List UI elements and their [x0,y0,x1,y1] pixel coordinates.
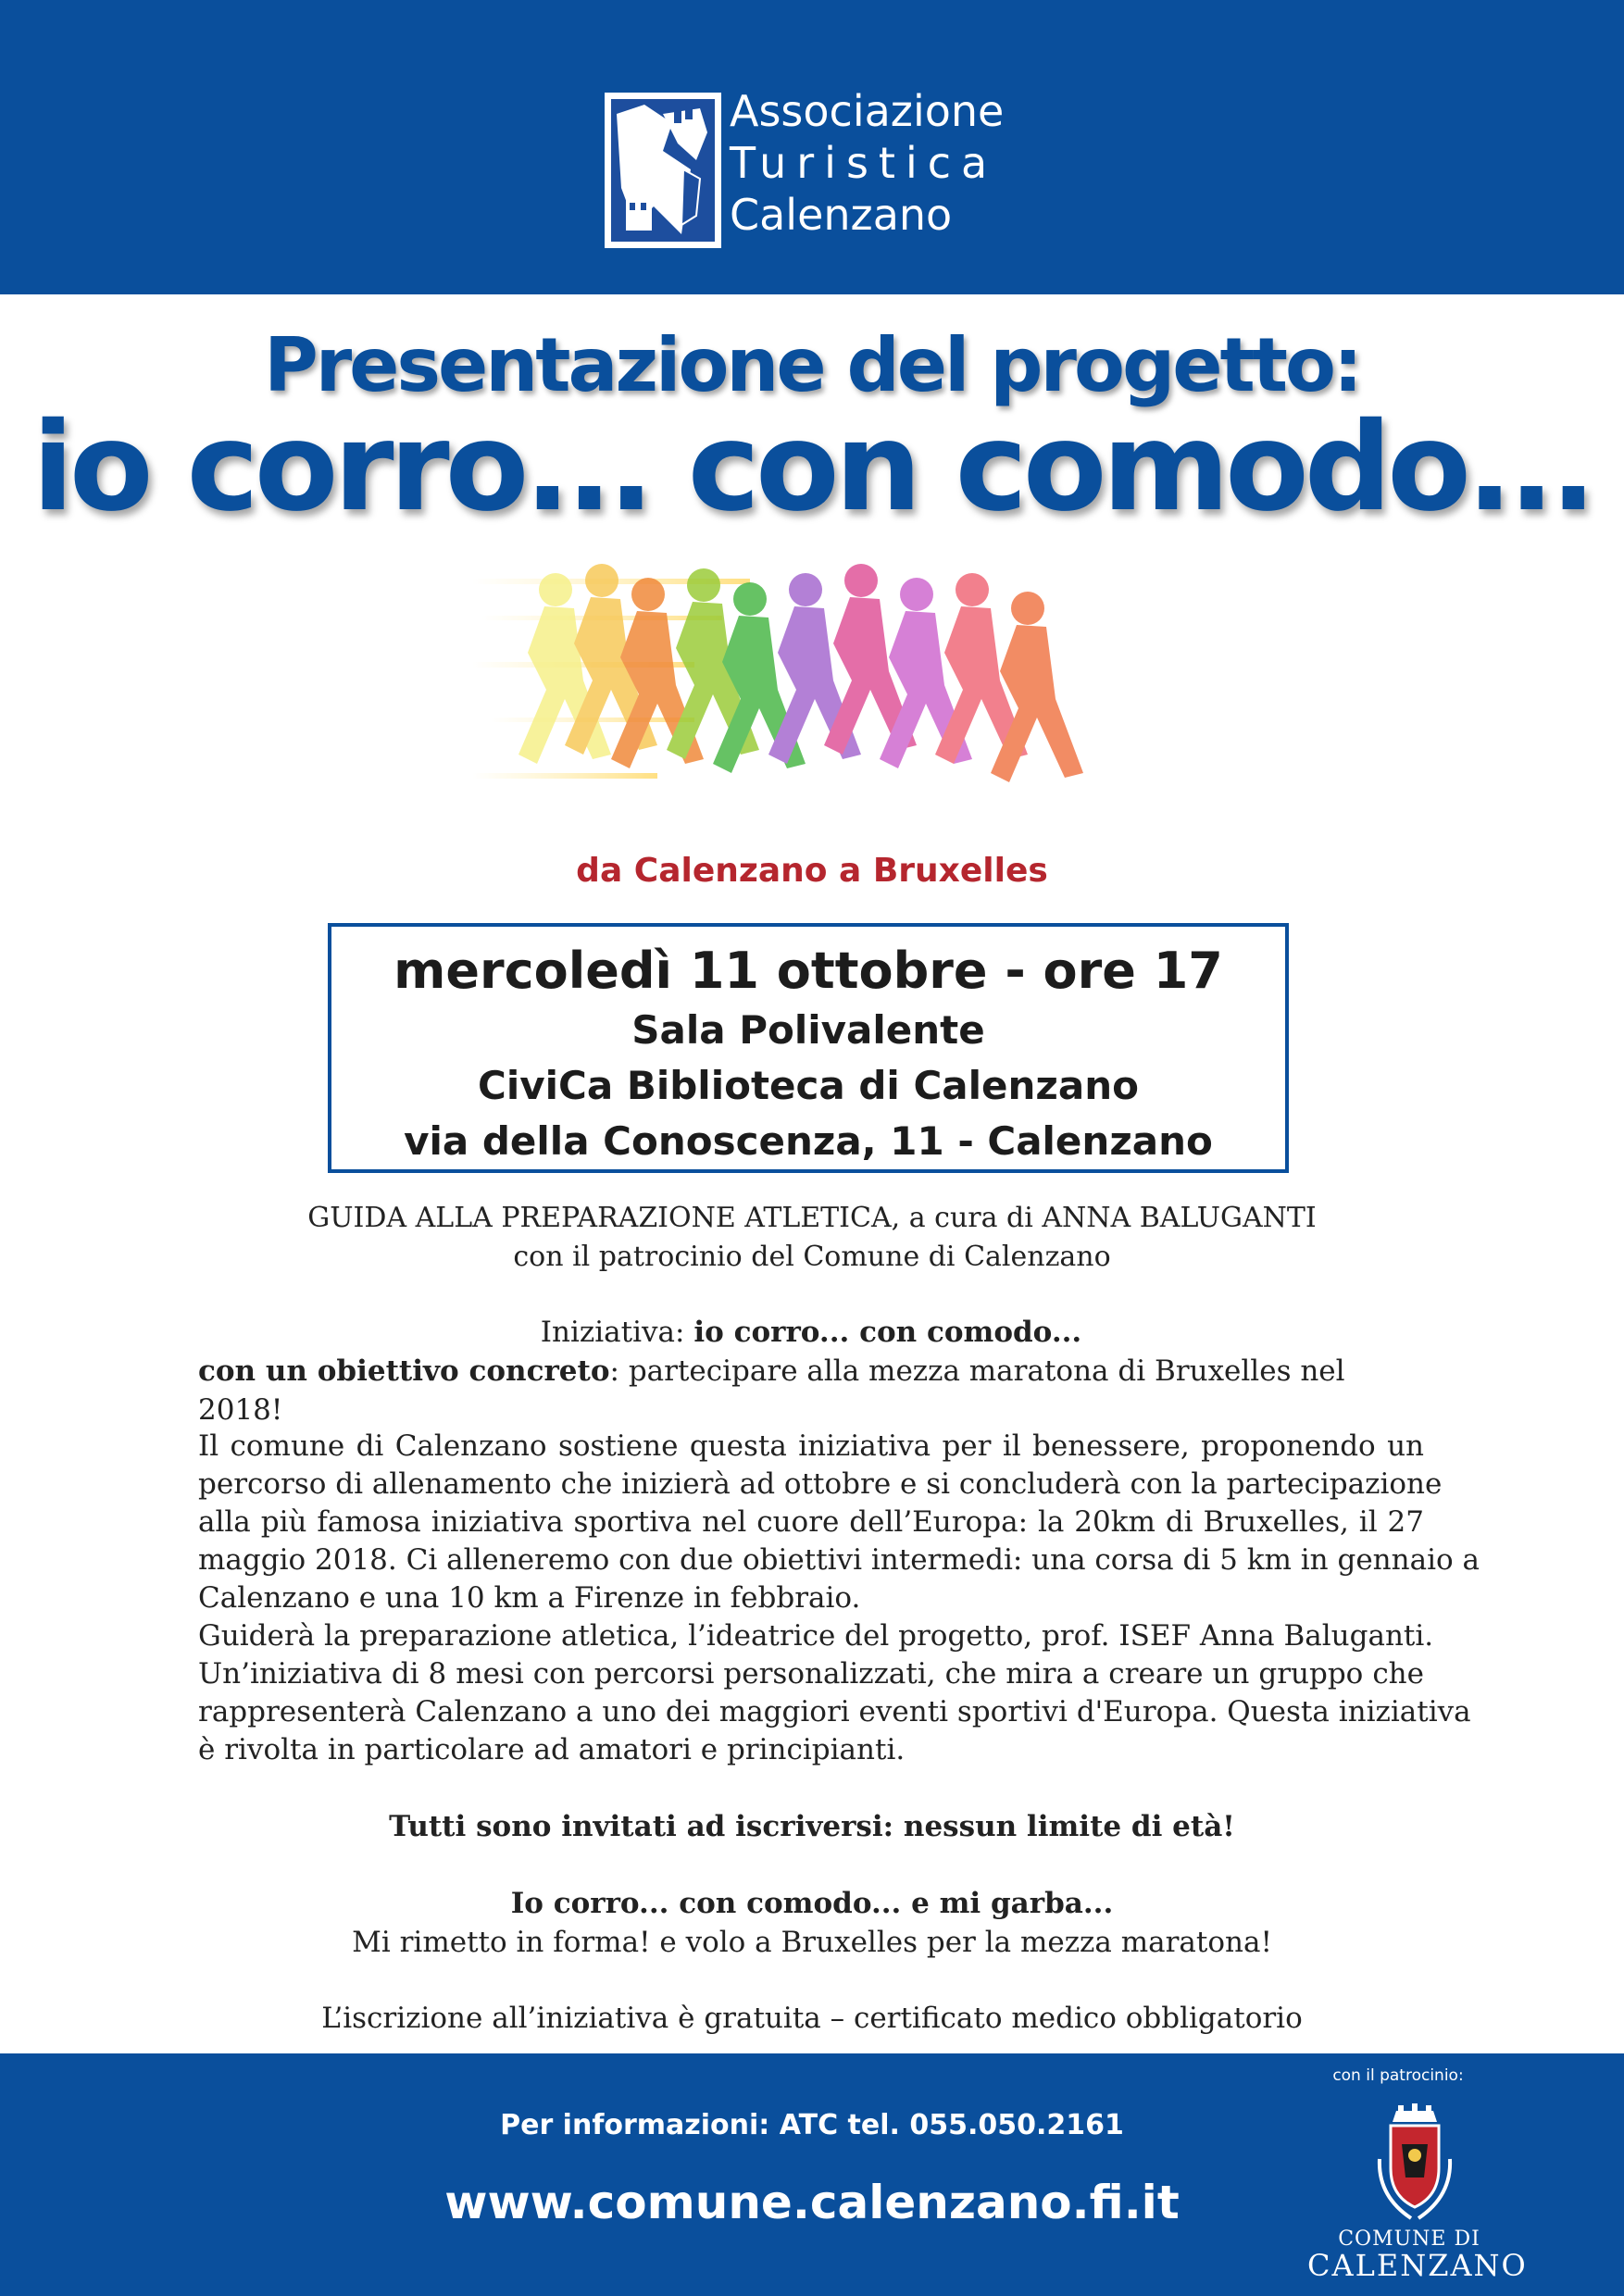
org-name-line2: Turistica [730,138,998,188]
title-line1: Presentazione del progetto: [264,322,1360,408]
credits-line1: GUIDA ALLA PREPARAZIONE ATLETICA, a cura di ANNA BALUGANTI [307,1202,1317,1234]
body-line: maggio 2018. Ci alleneremo con due obiettivi intermedi: una corsa di 5 km in gennaio a [198,1543,1480,1577]
goal-text: : partecipare alla mezza maratona di Bruxelles nel 2018! [198,1354,1345,1427]
body-line: alla più famosa iniziativa sportiva nel cuore dell’Europa: la 20km di Bruxelles, il 27 [198,1505,1424,1539]
contact-info: Per informazioni: ATC tel. 055.050.2161 [500,2109,1124,2141]
event-venue: Sala Polivalente [631,1007,985,1053]
credits [0,1199,1624,1277]
org-name-line1: Associazione [730,86,1005,136]
event-address: via della Conoscenza, 11 - Calenzano [404,1118,1213,1164]
slogan-line2: Mi rimetto in forma! e volo a Bruxelles per la mezza maratona! [352,1926,1272,1959]
body-line: Un’iniziativa di 8 mesi con percorsi personalizzati, che mira a creare un gruppo che [198,1657,1424,1691]
event-details-box [328,923,1289,1173]
enrollment-note: L’iscrizione all’iniziativa è gratuita – certificato medico obbligatorio [321,2002,1303,2035]
slogan-line1: Io corro... con comodo... e mi garba... [510,1887,1114,1920]
body-line: rappresenterà Calenzano a uno dei maggiori eventi sportivi d'Europa. Questa iniziativa [198,1695,1471,1728]
association-name [730,85,1004,241]
org-name-line3: Calenzano [730,190,953,240]
goal-label: con un obiettivo concreto [198,1354,610,1388]
comune-di-label: COMUNE DI [1338,2227,1480,2251]
body-line: Calenzano e una 10 km a Firenze in febbraio. [198,1581,861,1615]
body-line: Guiderà la preparazione atletica, l’ideatrice del progetto, prof. ISEF Anna Baluganti. [198,1619,1434,1653]
body-line: Il comune di Calenzano sostiene questa iniziativa per il benessere, proponendo un [198,1429,1424,1463]
website-link[interactable]: www.comune.calenzano.fi.it [444,2176,1180,2229]
body-paragraph [198,1428,1480,1769]
body-line: percorso di allenamento che inizierà ad ottobre e si concluderà con la partecipazione [198,1467,1443,1501]
initiative-label: Iniziativa: [540,1316,694,1349]
calenzano-label: CALENZANO [1307,2248,1528,2283]
body-line: è rivolta in particolare ad amatori e principianti. [198,1733,906,1766]
event-library: CiviCa Biblioteca di Calenzano [478,1063,1139,1108]
initiative-name: io corro... con comodo... [693,1316,1082,1349]
title-line2: io corro... con comodo... [31,396,1593,539]
invite-text: Tutti sono invitati ad iscriversi: nessun limite di età! [389,1810,1235,1843]
subtitle: da Calenzano a Bruxelles [576,852,1048,890]
initiative-block [198,1313,1424,1429]
header-banner [0,0,1624,294]
comune-crest [1370,2103,1459,2224]
event-date: mercoledì 11 ottobre - ore 17 [394,942,1223,1000]
runners-illustration [472,560,1130,838]
association-logo [605,93,721,248]
patronage-label: con il patrocinio: [1332,2066,1464,2085]
credits-line2: con il patrocinio del Comune di Calenzano [513,1241,1111,1273]
